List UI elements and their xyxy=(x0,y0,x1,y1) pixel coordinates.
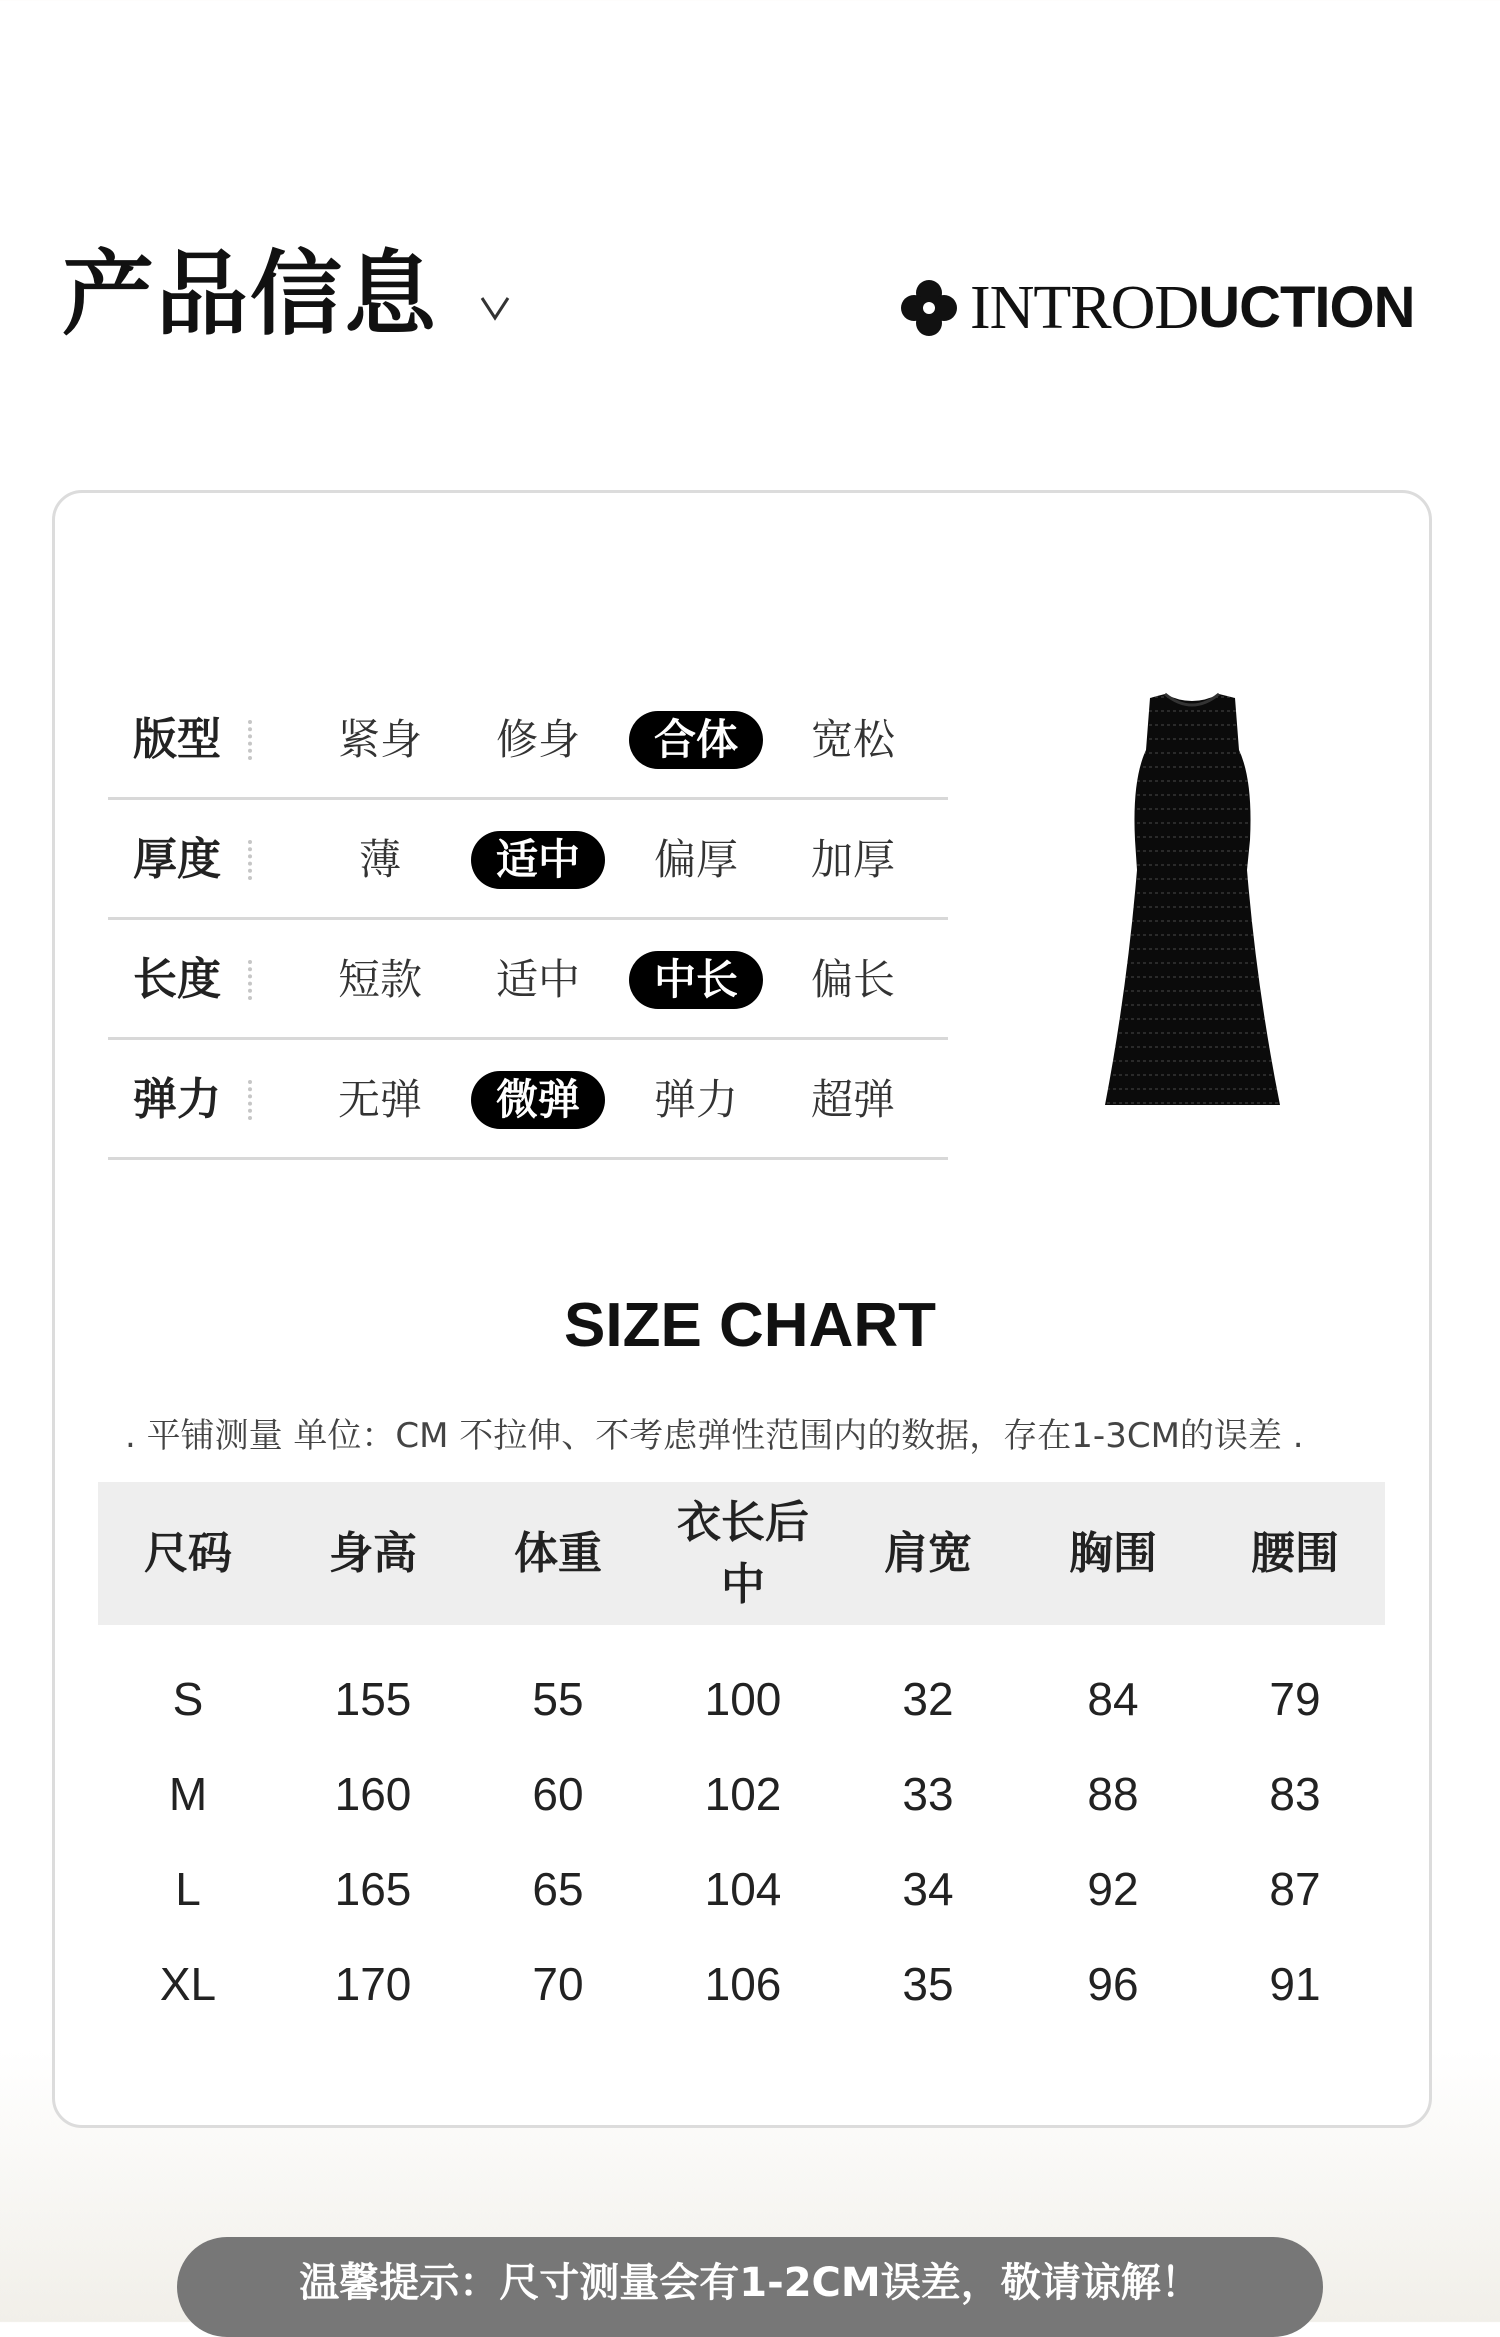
row-divider xyxy=(108,1157,948,1160)
attribute-option-selected: 中长 xyxy=(626,920,766,1040)
attribute-label: 厚度 xyxy=(133,834,221,885)
table-cell: 92 xyxy=(1087,1863,1139,1915)
column-header: 腰围 xyxy=(1251,1527,1339,1579)
column-header: 衣长后中 xyxy=(677,1496,809,1610)
table-cell: 32 xyxy=(902,1673,954,1725)
table-cell: M xyxy=(168,1768,208,1820)
table-cell: 79 xyxy=(1269,1673,1321,1725)
table-cell: 60 xyxy=(532,1768,584,1820)
attribute-row-length xyxy=(108,920,948,1040)
table-cell: XL xyxy=(159,1958,217,2010)
attribute-separator xyxy=(248,960,252,1000)
warm-tip-text: 温馨提示：尺寸测量会有1-2CM误差，敬请谅解！ xyxy=(299,2260,1201,2306)
attribute-separator xyxy=(248,840,252,880)
table-cell: 83 xyxy=(1269,1768,1321,1820)
brand-text-thin: INTROD xyxy=(970,274,1199,342)
table-cell: 96 xyxy=(1087,1958,1139,2010)
table-cell: 170 xyxy=(334,1958,412,2010)
attribute-option: 适中 xyxy=(495,955,580,1004)
table-cell: 35 xyxy=(902,1958,954,2010)
attribute-option: 修身 xyxy=(495,715,580,764)
table-cell: L xyxy=(175,1863,201,1915)
table-cell: 104 xyxy=(704,1863,782,1915)
column-header: 尺码 xyxy=(144,1527,232,1579)
attribute-option-selected: 适中 xyxy=(468,800,608,920)
attribute-row-thickness xyxy=(108,800,948,920)
table-cell: 102 xyxy=(704,1768,782,1820)
table-header xyxy=(98,1482,1385,1625)
table-cell: 100 xyxy=(704,1673,782,1725)
column-header: 胸围 xyxy=(1069,1527,1157,1579)
table-cell: 33 xyxy=(902,1768,954,1820)
attribute-option-selected: 合体 xyxy=(626,680,766,800)
table-cell: 155 xyxy=(334,1673,412,1725)
column-header: 体重 xyxy=(514,1527,602,1579)
attribute-option: 加厚 xyxy=(810,835,895,884)
attribute-label: 版型 xyxy=(133,714,221,765)
flower-icon xyxy=(900,279,958,337)
table-cell: 34 xyxy=(902,1863,954,1915)
attribute-label: 弹力 xyxy=(133,1074,221,1125)
measurement-note: . 平铺测量 单位：CM 不拉伸、不考虑弹性范围内的数据，存在1-3CM的误差 . xyxy=(125,1416,1304,1456)
size-chart-title: SIZE CHART xyxy=(564,1291,936,1360)
chevron-down-icon xyxy=(478,290,512,324)
column-header: 身高 xyxy=(329,1527,417,1579)
attribute-option: 偏厚 xyxy=(653,835,738,884)
attribute-option: 弹力 xyxy=(653,1075,738,1124)
attribute-option: 偏长 xyxy=(810,955,895,1004)
table-cell: 84 xyxy=(1087,1673,1139,1725)
attribute-option: 紧身 xyxy=(337,715,422,764)
page-title: 产品信息 xyxy=(62,240,439,348)
attribute-separator xyxy=(248,720,252,760)
table-cell: 160 xyxy=(334,1768,412,1820)
attribute-row-elasticity xyxy=(108,1040,948,1160)
attribute-option: 薄 xyxy=(358,835,401,884)
table-cell: 65 xyxy=(532,1863,584,1915)
table-cell: S xyxy=(172,1673,204,1725)
attribute-option: 宽松 xyxy=(810,715,895,764)
attribute-separator xyxy=(248,1080,252,1120)
attribute-option: 无弹 xyxy=(337,1075,422,1124)
brand-text-bold: UCTION xyxy=(1198,275,1415,340)
table-cell: 91 xyxy=(1269,1958,1321,2010)
brand-logo xyxy=(900,274,1415,342)
attribute-option: 短款 xyxy=(337,955,422,1004)
table-cell: 55 xyxy=(532,1673,584,1725)
attribute-row-fit xyxy=(108,680,948,800)
warm-tip-banner xyxy=(177,2237,1323,2337)
column-header: 肩宽 xyxy=(884,1527,972,1579)
table-cell: 87 xyxy=(1269,1863,1321,1915)
attribute-option-selected: 微弹 xyxy=(468,1040,608,1160)
attribute-option: 超弹 xyxy=(810,1075,895,1124)
attribute-label: 长度 xyxy=(133,954,221,1005)
table-cell: 70 xyxy=(532,1958,584,2010)
table-cell: 106 xyxy=(704,1958,782,2010)
table-cell: 88 xyxy=(1087,1768,1139,1820)
product-image xyxy=(1095,690,1290,1110)
table-cell: 165 xyxy=(334,1863,412,1915)
